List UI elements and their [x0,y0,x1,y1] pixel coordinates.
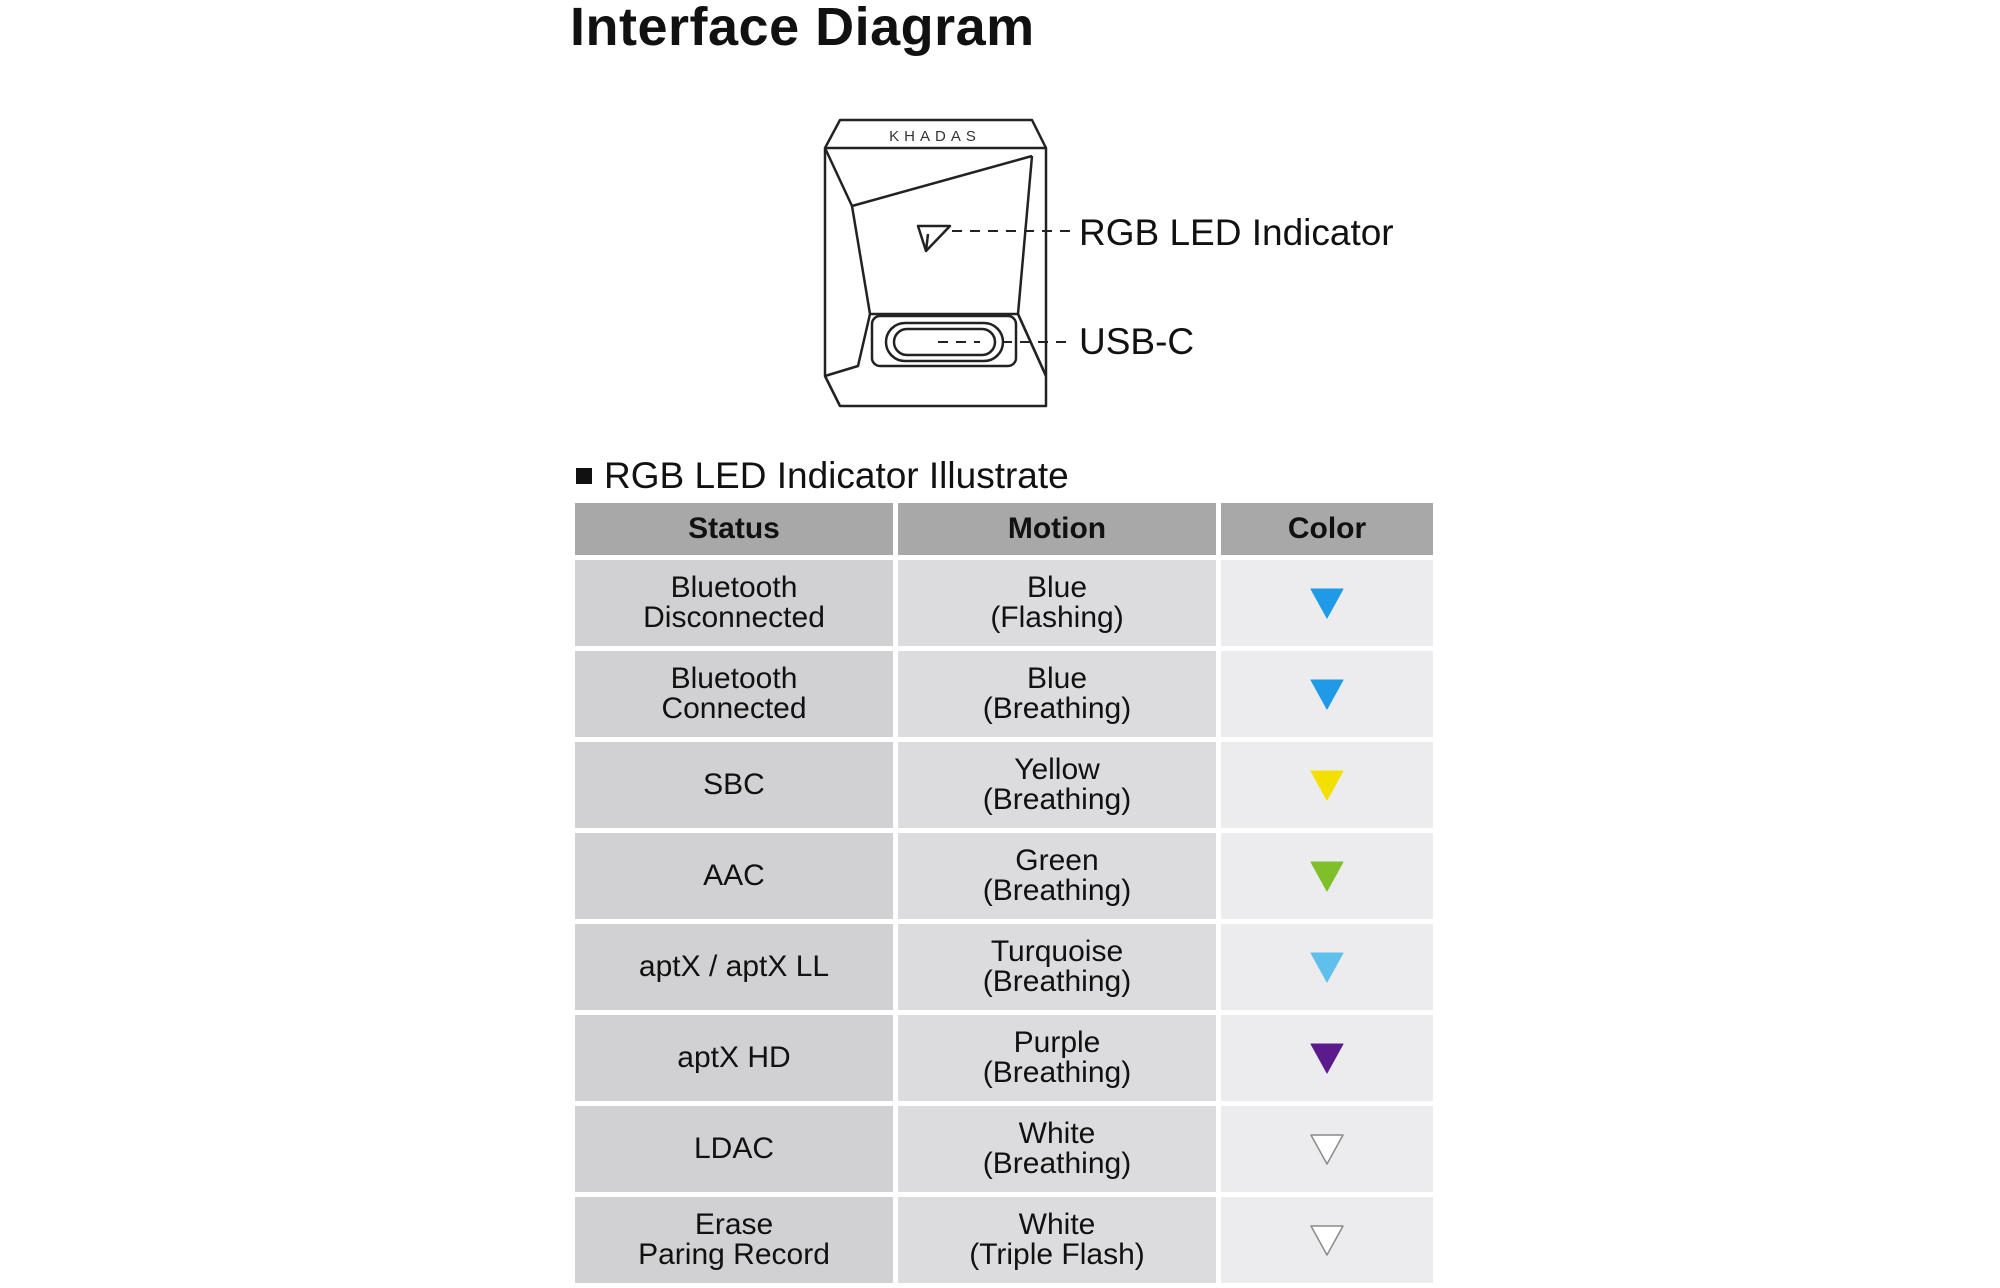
color-swatch [1311,862,1343,891]
table-body [575,560,1433,1283]
status-cell-line: Connected [661,692,807,725]
motion-cell-line: (Breathing) [982,692,1132,725]
color-cell [1221,924,1433,1010]
motion-cell [898,924,1216,1010]
color-cell [1221,742,1433,828]
status-cell [575,833,893,919]
page-title: Interface Diagram [570,0,1035,57]
green-triangle-icon [1309,858,1345,894]
color-cell [1221,833,1433,919]
status-cell [575,742,893,828]
table-row [575,1106,1433,1192]
led-triangle-icon [918,226,950,251]
white-triangle-icon [1309,1131,1345,1167]
motion-cell [898,833,1216,919]
motion-cell [898,1015,1216,1101]
led-status-table [570,498,1438,1288]
motion-cell-line: Blue [1026,571,1088,604]
status-cell-line: Bluetooth [670,571,798,604]
status-cell-line: Disconnected [643,601,825,634]
status-cell-line: SBC [703,768,765,801]
motion-cell [898,742,1216,828]
status-cell-line: aptX HD [677,1041,791,1074]
motion-cell-line: (Breathing) [982,1056,1132,1089]
motion-cell-line: (Breathing) [982,1147,1132,1180]
status-cell [575,1015,893,1101]
status-cell-line: aptX / aptX LL [638,950,830,983]
section-heading [576,455,1069,497]
color-cell [1221,1015,1433,1101]
table-row [575,1197,1433,1283]
color-swatch [1311,680,1343,709]
turquoise-triangle-icon [1309,949,1345,985]
status-cell-line: AAC [703,859,765,892]
blue-triangle-icon [1309,676,1345,712]
led-callout-label: RGB LED Indicator [1079,212,1394,253]
white-triangle-icon [1309,1222,1345,1258]
motion-cell-line: Purple [1013,1026,1101,1059]
color-cell [1221,651,1433,737]
color-swatch [1311,1044,1343,1073]
status-cell-line: LDAC [693,1132,775,1165]
table-row [575,924,1433,1010]
table-row [575,1015,1433,1101]
motion-cell [898,651,1216,737]
motion-cell-line: (Breathing) [982,965,1132,998]
table-row [575,651,1433,737]
color-swatch [1311,1226,1343,1255]
status-cell [575,560,893,646]
motion-cell [898,1106,1216,1192]
header-color: Color [1221,503,1433,555]
motion-cell-line: (Breathing) [982,874,1132,907]
color-cell [1221,1197,1433,1283]
motion-cell-line: (Flashing) [990,601,1124,634]
usb-callout-label: USB-C [1079,321,1195,362]
table-row [575,560,1433,646]
square-bullet-icon [576,468,592,484]
motion-cell [898,1197,1216,1283]
motion-cell [898,560,1216,646]
color-swatch [1311,953,1343,982]
status-cell [575,1197,893,1283]
status-cell [575,924,893,1010]
status-cell-line: Bluetooth [670,662,798,695]
color-swatch [1311,589,1343,618]
yellow-triangle-icon [1309,767,1345,803]
color-swatch [1311,1135,1343,1164]
motion-cell-line: Yellow [1014,753,1100,786]
motion-cell-line: White [1018,1208,1096,1241]
device-diagram [820,110,1420,420]
header-motion: Motion [898,503,1216,555]
motion-cell-line: Green [1015,844,1099,877]
section-heading-text: RGB LED Indicator Illustrate [604,455,1069,496]
purple-triangle-icon [1309,1040,1345,1076]
color-cell [1221,1106,1433,1192]
motion-cell-line: Blue [1026,662,1088,695]
brand-logo: KHADAS [889,128,981,145]
table-header-row [575,503,1433,555]
color-cell [1221,560,1433,646]
status-cell [575,651,893,737]
header-status: Status [575,503,893,555]
table-row [575,833,1433,919]
motion-cell-line: (Triple Flash) [969,1238,1145,1271]
status-cell-line: Erase [694,1208,774,1241]
status-cell-line: Paring Record [638,1238,830,1271]
motion-cell-line: (Breathing) [982,783,1132,816]
color-swatch [1311,771,1343,800]
blue-triangle-icon [1309,585,1345,621]
motion-cell-line: White [1018,1117,1096,1150]
table-row [575,742,1433,828]
status-cell [575,1106,893,1192]
motion-cell-line: Turquoise [990,935,1124,968]
